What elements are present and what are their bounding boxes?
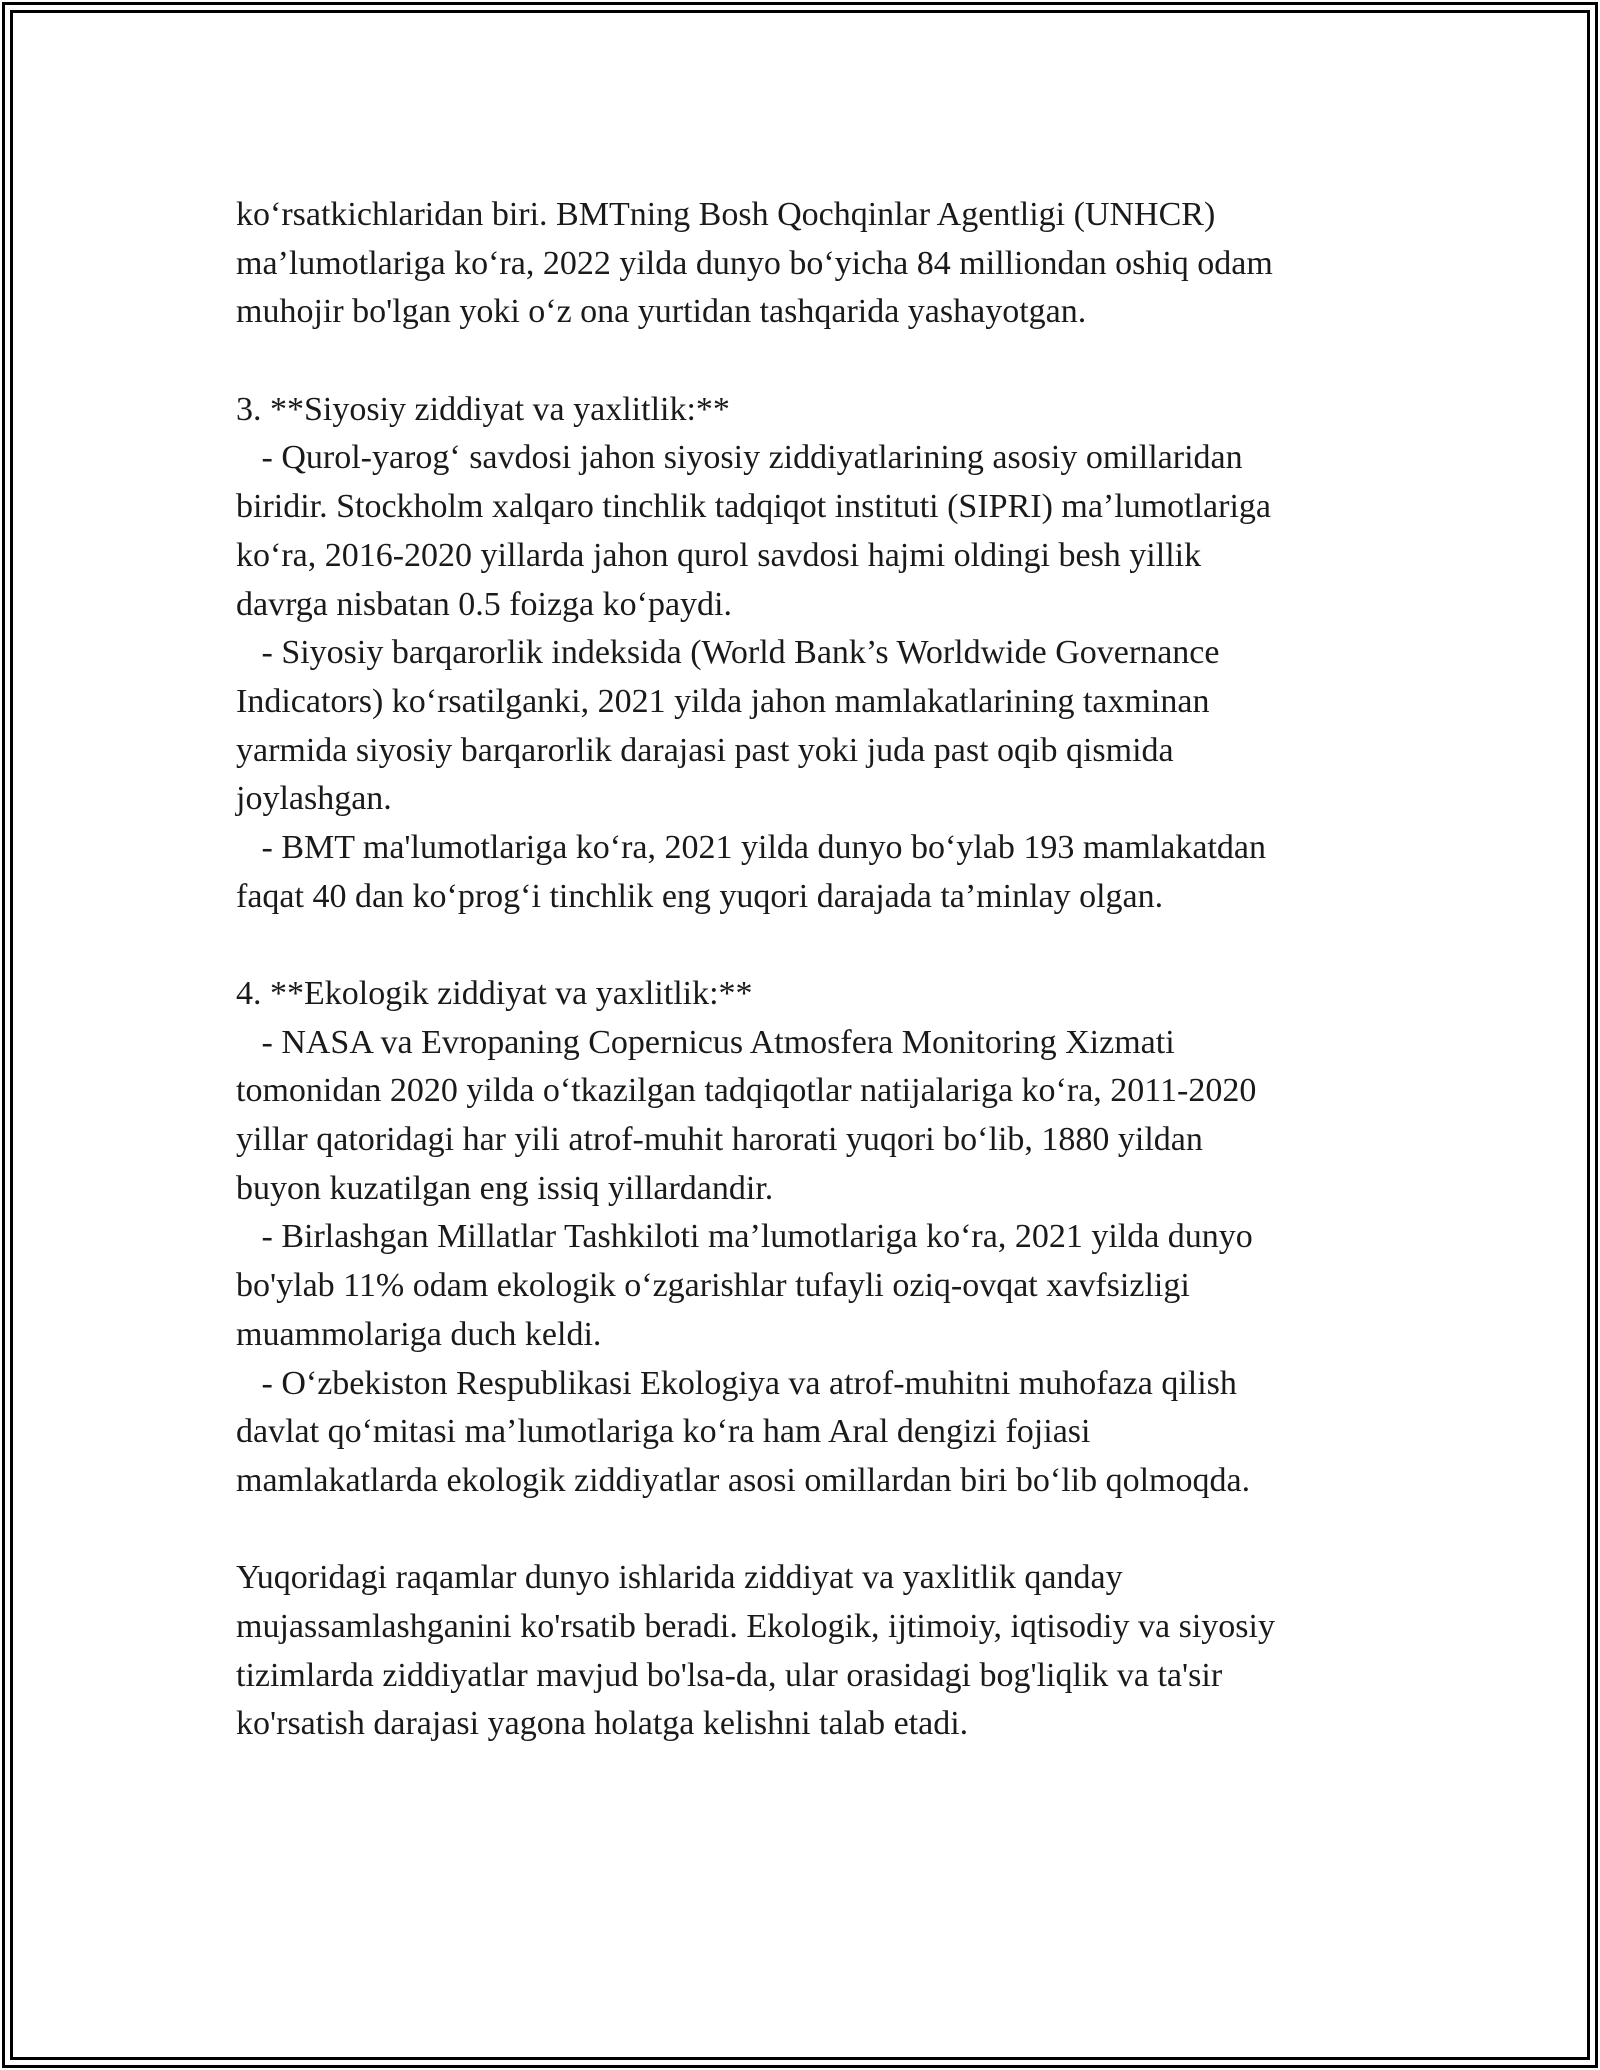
text-line: mujassamlashganini ko'rsatib beradi. Ekologik, ijtimoiy, iqtisodiy va siyosiy (236, 1607, 1275, 1645)
text-line: faqat 40 dan ko‘prog‘i tinchlik eng yuqori darajada ta’minlay olgan. (236, 877, 1164, 915)
text-line: mamlakatlarda ekologik ziddiyatlar asosi omillardan biri bo‘lib qolmoqda. (236, 1461, 1251, 1499)
document-body (236, 191, 1396, 1749)
text-line: - BMT ma'lumotlariga ko‘ra, 2021 yilda dunyo bo‘ylab 193 mamlakatdan (236, 828, 1267, 866)
text-line: Yuqoridagi raqamlar dunyo ishlarida ziddiyat va yaxlitlik qanday (236, 1559, 1123, 1597)
text-line: joylashgan. (236, 780, 392, 818)
text-line: buyon kuzatilgan eng issiq yillardandir. (236, 1169, 774, 1207)
blank-line (236, 1506, 1396, 1555)
text-line: - NASA va Evropaning Copernicus Atmosfera Monitoring Xizmati (236, 1023, 1175, 1061)
text-line: ma’lumotlariga ko‘ra, 2022 yilda dunyo bo‘yicha 84 milliondan oshiq odam (236, 244, 1273, 282)
text-line: ko‘ra, 2016-2020 yillarda jahon qurol savdosi hajmi oldingi besh yillik (236, 536, 1202, 574)
text-line: davrga nisbatan 0.5 foizga ko‘paydi. (236, 585, 733, 623)
text-line: davlat qo‘mitasi ma’lumotlariga ko‘ra ham Aral dengizi fojiasi (236, 1413, 1091, 1451)
text-line: yillar qatoridagi har yili atrof-muhit harorati yuqori bo‘lib, 1880 yildan (236, 1121, 1203, 1159)
blank-line (236, 337, 1396, 386)
text-line: ko'rsatish darajasi yagona holatga kelishni talab etadi. (236, 1705, 969, 1743)
text-line: muhojir bo'lgan yoki o‘z ona yurtidan tashqarida yashayotgan. (236, 293, 1087, 331)
text-line: - Siyosiy barqarorlik indeksida (World Bank’s Worldwide Governance (236, 634, 1220, 672)
text-line: bo'ylab 11% odam ekologik o‘zgarishlar tufayli oziq-ovqat xavfsizligi (236, 1267, 1190, 1305)
text-line: tizimlarda ziddiyatlar mavjud bo'lsa-da, ular orasidagi bog'liqlik va ta'sir (236, 1656, 1223, 1694)
text-line: ko‘rsatkichlaridan biri. BMTning Bosh Qochqinlar Agentligi (UNHCR) (236, 196, 1216, 233)
text-line: yarmida siyosiy barqarorlik darajasi past yoki juda past oqib qismida (236, 731, 1174, 769)
section-heading: 4. **Ekologik ziddiyat va yaxlitlik:** (236, 975, 753, 1012)
text-line: biridir. Stockholm xalqaro tinchlik tadqiqot instituti (SIPRI) ma’lumotlariga (236, 488, 1271, 526)
text-line: muammolariga duch keldi. (236, 1315, 602, 1353)
text-line: tomonidan 2020 yilda o‘tkazilgan tadqiqotlar natijalariga ko‘ra, 2011-2020 (236, 1072, 1257, 1110)
text-line: - Qurol-yarog‘ savdosi jahon siyosiy ziddiyatlarining asosiy omillaridan (236, 439, 1243, 477)
text-line: - O‘zbekiston Respublikasi Ekologiya va atrof-muhitni muhofaza qilish (236, 1364, 1237, 1402)
text-line: - Birlashgan Millatlar Tashkiloti ma’lumotlariga ko‘ra, 2021 yilda dunyo (236, 1218, 1253, 1256)
blank-line (236, 921, 1396, 970)
section-heading: 3. **Siyosiy ziddiyat va yaxlitlik:** (236, 390, 730, 428)
text-line: Indicators) ko‘rsatilganki, 2021 yilda jahon mamlakatlarining taxminan (236, 682, 1210, 720)
